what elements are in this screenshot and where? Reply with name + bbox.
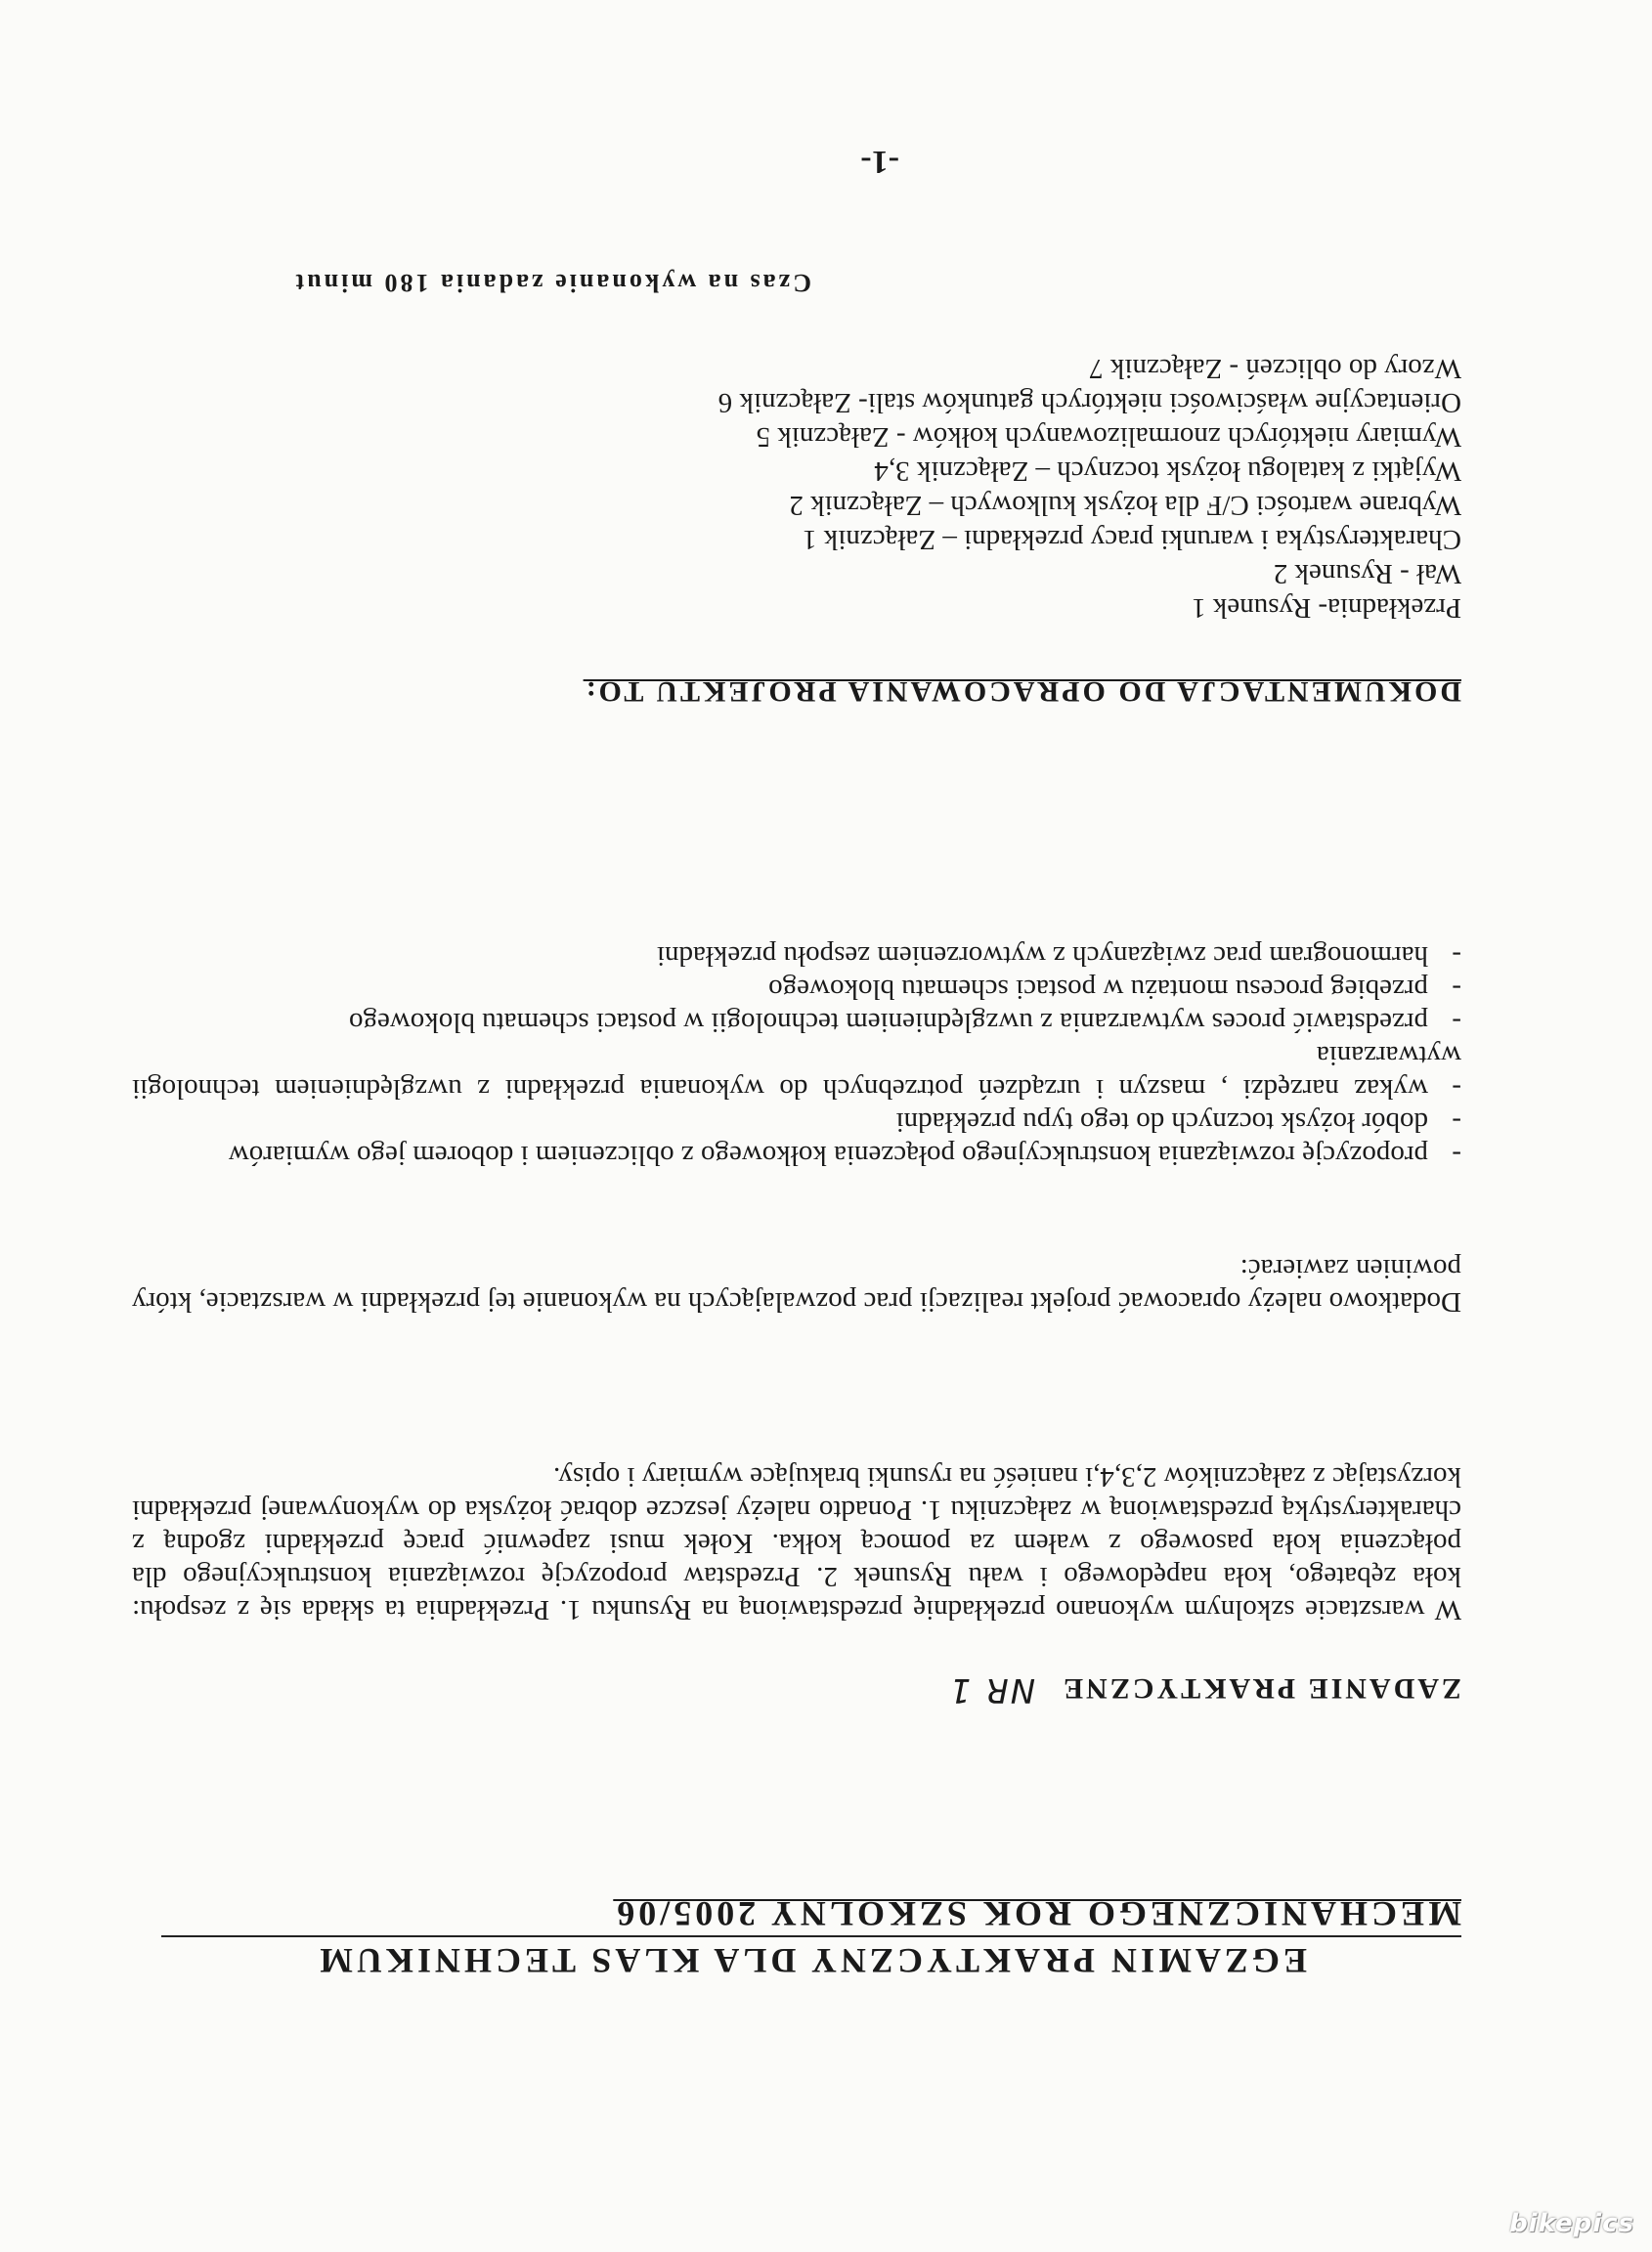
exam-title-line2: MECHANICZNEGO ROK SZKOLNY 2005/06 xyxy=(613,1894,1461,1933)
list-item: -wykaz narzędzi , maszyn i urządzeń potrzebnych do wykonania przekładni z uwzględnieniem technologii wytwarzania xyxy=(132,1040,1461,1104)
exam-title-line1: EGZAMIN PRAKTYCZNY DLA KLAS TECHNIKUM xyxy=(161,1935,1461,1982)
requirements-list xyxy=(132,939,1461,1172)
doc-item: Wał - Rysunek 2 xyxy=(1273,558,1461,589)
doc-item: Wybrane wartości C/F dla łożysk kulkowych – Załącznik 2 xyxy=(789,490,1461,521)
exam-title xyxy=(161,1892,1461,1982)
doc-item: Przekładnia- Rysunek 1 xyxy=(1192,592,1461,624)
task-heading xyxy=(948,1670,1461,1710)
time-limit-note: Czas na wykonanie zadania 180 minut xyxy=(292,269,811,297)
task-label: ZADANIE PRAKTYCZNE xyxy=(1061,1672,1461,1705)
list-item: -przedstawić proces wytwarzania z uwzględnieniem technologii w postaci schematu blokowego xyxy=(348,1007,1461,1038)
doc-item: Charakterystyka i warunki pracy przekładni – Załącznik 1 xyxy=(803,524,1461,555)
list-item: -propozycję rozwiązania konstrukcyjnego połączenia kołkowego z obliczeniem i doborem jego wymiarów xyxy=(228,1140,1461,1171)
task-description: W warsztacie szkolnym wykonano przekładnię przedstawioną na Rysunku 1. Przekładnia ta składa się z zespołu: koła zębatego, koła napędowego i wału Rysunek 2. Przedstaw propozycję rozwiązania konstrukcyjnego dla połączenia koła pasowego z wałem za pomocą kołka. Kołek musi zapewnić pracę przekładni zgodną z charakterystyką przedstawioną w załączniku 1. Ponadto należy jeszcze dobrać łożyska do wykonywanej przekładni korzystając z załączników 2,3,4,i nanieść na rysunki brakujące wymiary i opisy. xyxy=(132,1461,1461,1625)
list-item: -dobór łożysk tocznych do tego typu przekładni xyxy=(895,1106,1461,1138)
doc-item: Wymiary niektórych znormalizowanych kołków - Załącznik 5 xyxy=(756,421,1461,453)
task-number-handwritten: NR 1 xyxy=(947,1670,1036,1710)
page-number: -1- xyxy=(860,144,899,180)
list-item: -harmonogram prac związanych z wytworzeniem zespołu przekładni xyxy=(656,940,1461,972)
documentation-heading: DOKUMENTACJA DO OPRACOWANIA PROJEKTU TO: xyxy=(583,675,1461,708)
bikepics-watermark-logo: bikepics xyxy=(1509,2209,1634,2238)
doc-item: Orientacyjne właściwości niektórych gatunków stali- Załącznik 6 xyxy=(717,387,1461,418)
list-item: -przebieg procesu montażu w postaci schematu blokowego xyxy=(768,974,1461,1005)
doc-item: Wyjątki z katalogu łożysk tocznych – Załącznik 3,4 xyxy=(874,455,1461,487)
doc-item: Wzory do obliczeń - Załącznik 7 xyxy=(1089,353,1461,384)
documentation-list xyxy=(718,351,1461,625)
project-requirements-intro: Dodatkowo należy opracować projekt realizacji prac pozwalających na wykonanie tej przekładni w warsztacie, który powinien zawierać: xyxy=(132,1253,1461,1318)
